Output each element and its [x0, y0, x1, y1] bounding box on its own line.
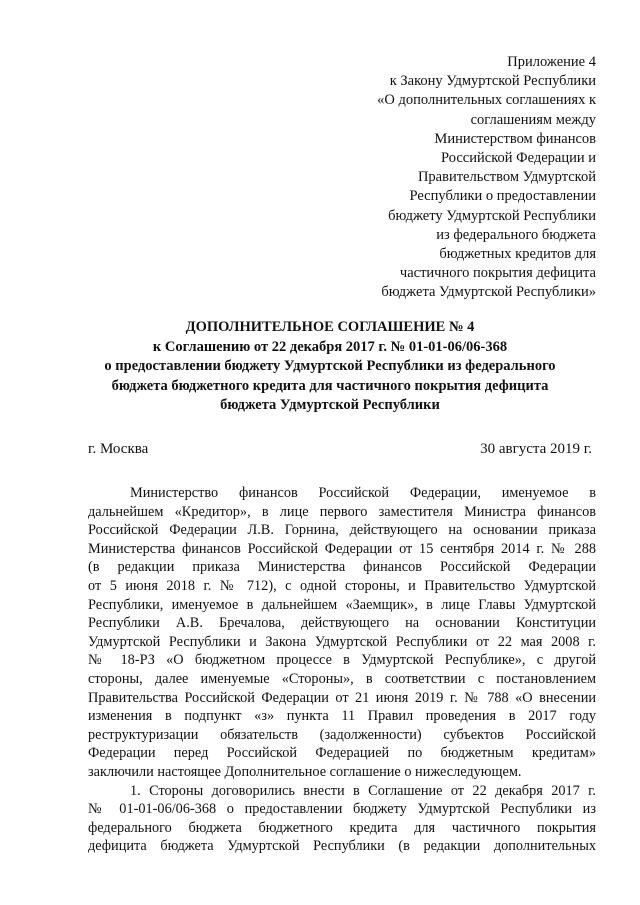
body-line: Удмуртской Республики и Закона Удмуртской Республики от 22 мая 2008 г.	[88, 633, 596, 650]
title-line: бюджета бюджетного кредита для частичного покрытия дефицита	[111, 377, 549, 394]
body-line: Республики А.В. Бречалова, действующего на основании Конституции	[88, 615, 596, 632]
body-line: Федерации перед Российской Федерацией по бюджетным кредитам»	[88, 745, 596, 762]
document-title	[70, 318, 590, 416]
annex-line: Правительством Удмуртской	[417, 169, 596, 186]
body-line: Правительства Российской Федерации от 21 июня 2019 г. № 788 «О внесении	[88, 689, 596, 706]
body-line: от 5 июня 2018 г. № 712), с одной стороны, и Правительство Удмуртской	[88, 577, 596, 594]
body-line: Министерство финансов Российской Федерации, именуемое в	[130, 485, 596, 501]
body-line: федерального бюджета бюджетного кредита для частичного покрытия	[88, 819, 596, 836]
annex-line: Приложение 4	[507, 54, 596, 70]
agreement-body	[88, 484, 596, 856]
body-line: заключили настоящее Дополнительное соглашение о нижеследующем.	[88, 763, 522, 780]
body-line: Республики, именуемое в дальнейшем «Заемщик», в лице Главы Удмуртской	[88, 596, 596, 613]
body-line: Министерства финансов Российской Федерации от 15 сентября 2014 г. № 288	[88, 540, 596, 557]
annex-line: Республики о предоставлении	[409, 188, 596, 205]
body-line: (в редакции приказа Министерства финансов Российской Федерации	[88, 559, 596, 576]
title-line: о предоставлении бюджету Удмуртской Республики из федерального	[104, 358, 556, 374]
annex-line: Министерством финансов	[434, 130, 596, 147]
annex-line: из федерального бюджета	[436, 226, 596, 243]
body-line: 1. Стороны договорились внести в Соглашение от 22 декабря 2017 г.	[130, 782, 596, 799]
body-line: № 01-01-06/06-368 о предоставлении бюджету Удмуртской Республики из	[88, 801, 596, 818]
title-line: бюджета Удмуртской Республики	[220, 397, 440, 413]
signing-place: г. Москва	[88, 441, 149, 457]
annex-line: к Закону Удмуртской Республики	[389, 73, 596, 90]
annex-line: соглашениям между	[470, 111, 596, 128]
signing-date: 30 августа 2019 г.	[480, 441, 592, 457]
body-line: дефицита бюджета Удмуртской Республики (в редакции дополнительных	[88, 838, 596, 855]
annex-line: Российской Федерации и	[441, 150, 596, 167]
title-line: ДОПОЛНИТЕЛЬНОЕ СОГЛАШЕНИЕ № 4	[185, 319, 475, 335]
annex-header	[296, 53, 596, 303]
annex-line: бюджетных кредитов для	[439, 246, 596, 263]
annex-line: «О дополнительных соглашениях к	[377, 92, 596, 109]
annex-line: бюджета Удмуртской Республики»	[381, 284, 596, 301]
body-line: изменения в подпункт «з» пункта 11 Правил проведения в 2017 году	[88, 708, 596, 725]
body-line: дальнейшем «Кредитор», в лице первого заместителя Министра финансов	[88, 503, 596, 520]
body-line: Российской Федерации Л.В. Горнина, действующего на основании приказа	[88, 522, 596, 539]
body-line: реструктуризации обязательств (задолженности) субъектов Российской	[88, 726, 596, 743]
title-line: к Соглашению от 22 декабря 2017 г. № 01-01-06/06-368	[152, 338, 508, 355]
body-line: № 18-РЗ «О бюджетном процессе в Удмуртской Республике», с другой	[88, 652, 596, 669]
annex-line: бюджету Удмуртской Республики	[388, 207, 596, 224]
annex-line: частичного покрытия дефицита	[399, 265, 596, 282]
body-line: стороны, далее именуемые «Стороны», в соответствии с постановлением	[88, 670, 596, 687]
